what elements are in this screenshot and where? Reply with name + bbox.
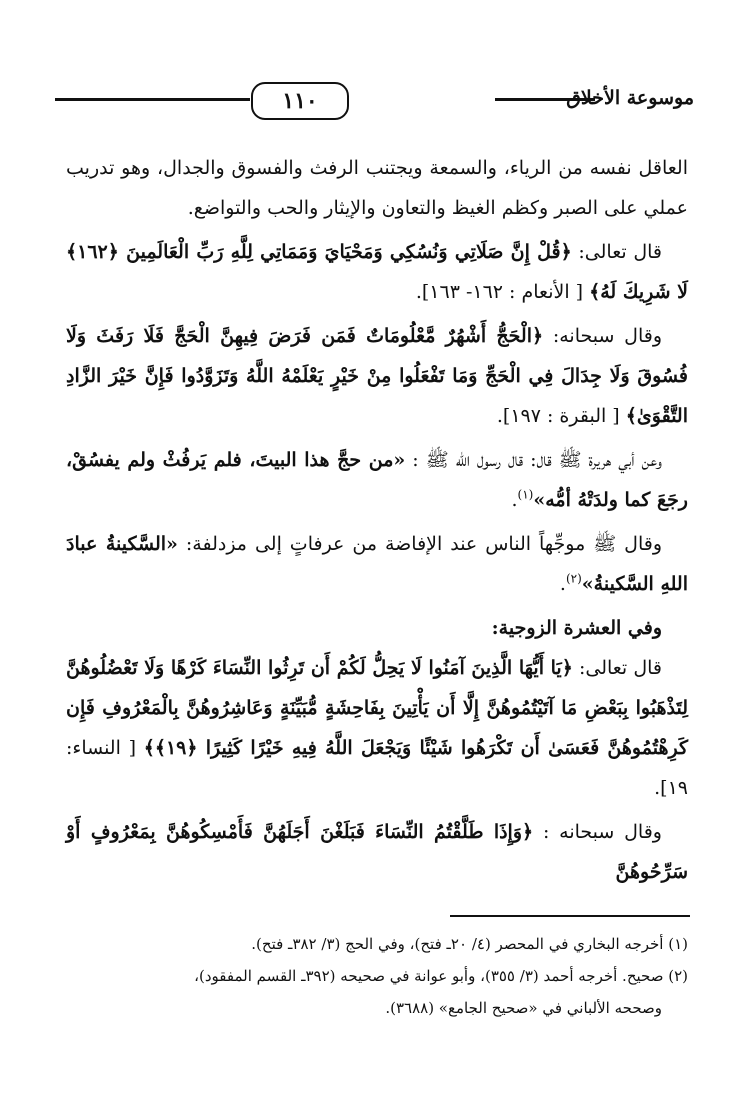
running-title: موسوعة الأخلاق — [566, 87, 694, 109]
paragraph-6-intro: قال تعالى: — [572, 657, 662, 679]
paragraph-4 — [66, 440, 688, 520]
paragraph-1-text: العاقل نفسه من الرياء، والسمعة ويجتنب الرفث والفسوق والجدال، وهو تدريب عملي على الصبر وكظم الغيظ والتعاون والإيثار والحب والتواضع. — [66, 157, 688, 219]
paragraph-3-intro: وقال سبحانه: — [543, 325, 662, 347]
section-title-marriage: وفي العشرة الزوجية: — [491, 617, 662, 639]
hadith-hajj: «من حجَّ هذا البيتَ، فلم يَرفُثْ ولم يفسُقْ، رجَعَ كما ولدَتْهُ أمُّه» — [66, 449, 688, 511]
hadith-sakina: «السَّكينةُ عبادَ اللهِ السَّكينةُ» — [66, 533, 688, 595]
page-body — [66, 148, 688, 896]
paragraph-4-intro: وعن أبي هريرة ﷺ قال: قال رسول الله ﷺ : — [405, 449, 663, 471]
quran-verse-nisa: ﴿يَا أَيُّهَا الَّذِينَ آمَنُوا لَا يَحِلُّ لَكُمْ أَن تَرِثُوا النِّسَاءَ كَرْهًا وَلَا تَعْضُلُوهُنَّ لِتَذْهَبُوا بِبَعْضِ مَا آتَيْتُمُوهُنَّ إِلَّا أَن يَأْتِينَ بِفَاحِشَةٍ مُّبَيِّنَةٍ وَعَاشِرُوهُنَّ بِالْمَعْرُوفِ فَإِن كَرِهْتُمُوهُنَّ فَعَسَىٰ أَن تَكْرَهُوا شَيْئًا وَيَجْعَلَ اللَّهُ فِيهِ خَيْرًا كَثِيرًا ﴿١٩﴾﴾ — [66, 657, 688, 759]
footnote-marker-2[interactable]: (٢) — [565, 571, 582, 586]
page-header — [55, 78, 694, 118]
paragraph-5 — [66, 524, 688, 604]
paragraph-7-intro: وقال سبحانه : — [533, 821, 662, 843]
paragraph-2 — [66, 232, 688, 312]
verse-reference-baqarah: [ البقرة : ١٩٧]. — [496, 405, 626, 427]
header-rule-left — [55, 98, 250, 101]
paragraph-4-end: . — [511, 489, 518, 511]
quran-verse-anam: ﴿قُلْ إِنَّ صَلَاتِي وَنُسُكِي وَمَحْيَايَ وَمَمَاتِي لِلَّهِ رَبِّ الْعَالَمِينَ ﴿١٦٢﴾ لَا شَرِيكَ لَهُ﴾ — [66, 241, 688, 303]
paragraph-3 — [66, 316, 688, 436]
paragraph-5-intro: وقال ﷺ موجِّهاً الناس عند الإفاضة من عرفاتٍ إلى مزدلفة: — [177, 533, 662, 555]
footnote-2-line-1: (٢) صحيح. أخرجه أحمد (٣/ ٣٥٥)، وأبو عوانة في صحيحه (٣٩٢ـ القسم المفقود)، — [194, 967, 688, 985]
page-number: ١١٠ — [251, 82, 349, 120]
quran-verse-talaq: ﴿وَإِذَا طَلَّقْتُمُ النِّسَاءَ فَبَلَغْنَ أَجَلَهُنَّ فَأَمْسِكُوهُنَّ بِمَعْرُوفٍ أَوْ سَرِّحُوهُنَّ — [66, 821, 688, 883]
footnote-2-line-2: وصححه الألباني في «صحيح الجامع» (٣٦٨٨). — [385, 999, 662, 1017]
verse-reference-anam: [ الأنعام : ١٦٢- ١٦٣]. — [415, 281, 590, 303]
verse-reference-nisa: [ النساء: ١٩]. — [66, 737, 688, 799]
quran-verse-baqarah: ﴿الْحَجُّ أَشْهُرٌ مَّعْلُومَاتٌ فَمَن فَرَضَ فِيهِنَّ الْحَجَّ فَلَا رَفَثَ وَلَا فُسُوقَ وَلَا جِدَالَ فِي الْحَجِّ وَمَا تَفْعَلُوا مِنْ خَيْرٍ يَعْلَمْهُ اللَّهُ وَتَزَوَّدُوا فَإِنَّ خَيْرَ الزَّادِ التَّقْوَىٰ﴾ — [66, 325, 688, 427]
footnote-separator — [450, 915, 690, 917]
footnotes — [66, 928, 688, 1024]
paragraph-6 — [66, 648, 688, 808]
paragraph-1 — [66, 148, 688, 228]
footnote-1: (١) أخرجه البخاري في المحصر (٤/ ٢٠ـ فتح)، وفي الحج (٣/ ٣٨٢ـ فتح). — [251, 935, 688, 953]
paragraph-2-intro: قال تعالى: — [571, 241, 663, 263]
paragraph-7 — [66, 812, 688, 892]
paragraph-5-end: . — [559, 573, 566, 595]
footnote-marker-1[interactable]: (١) — [517, 487, 534, 502]
